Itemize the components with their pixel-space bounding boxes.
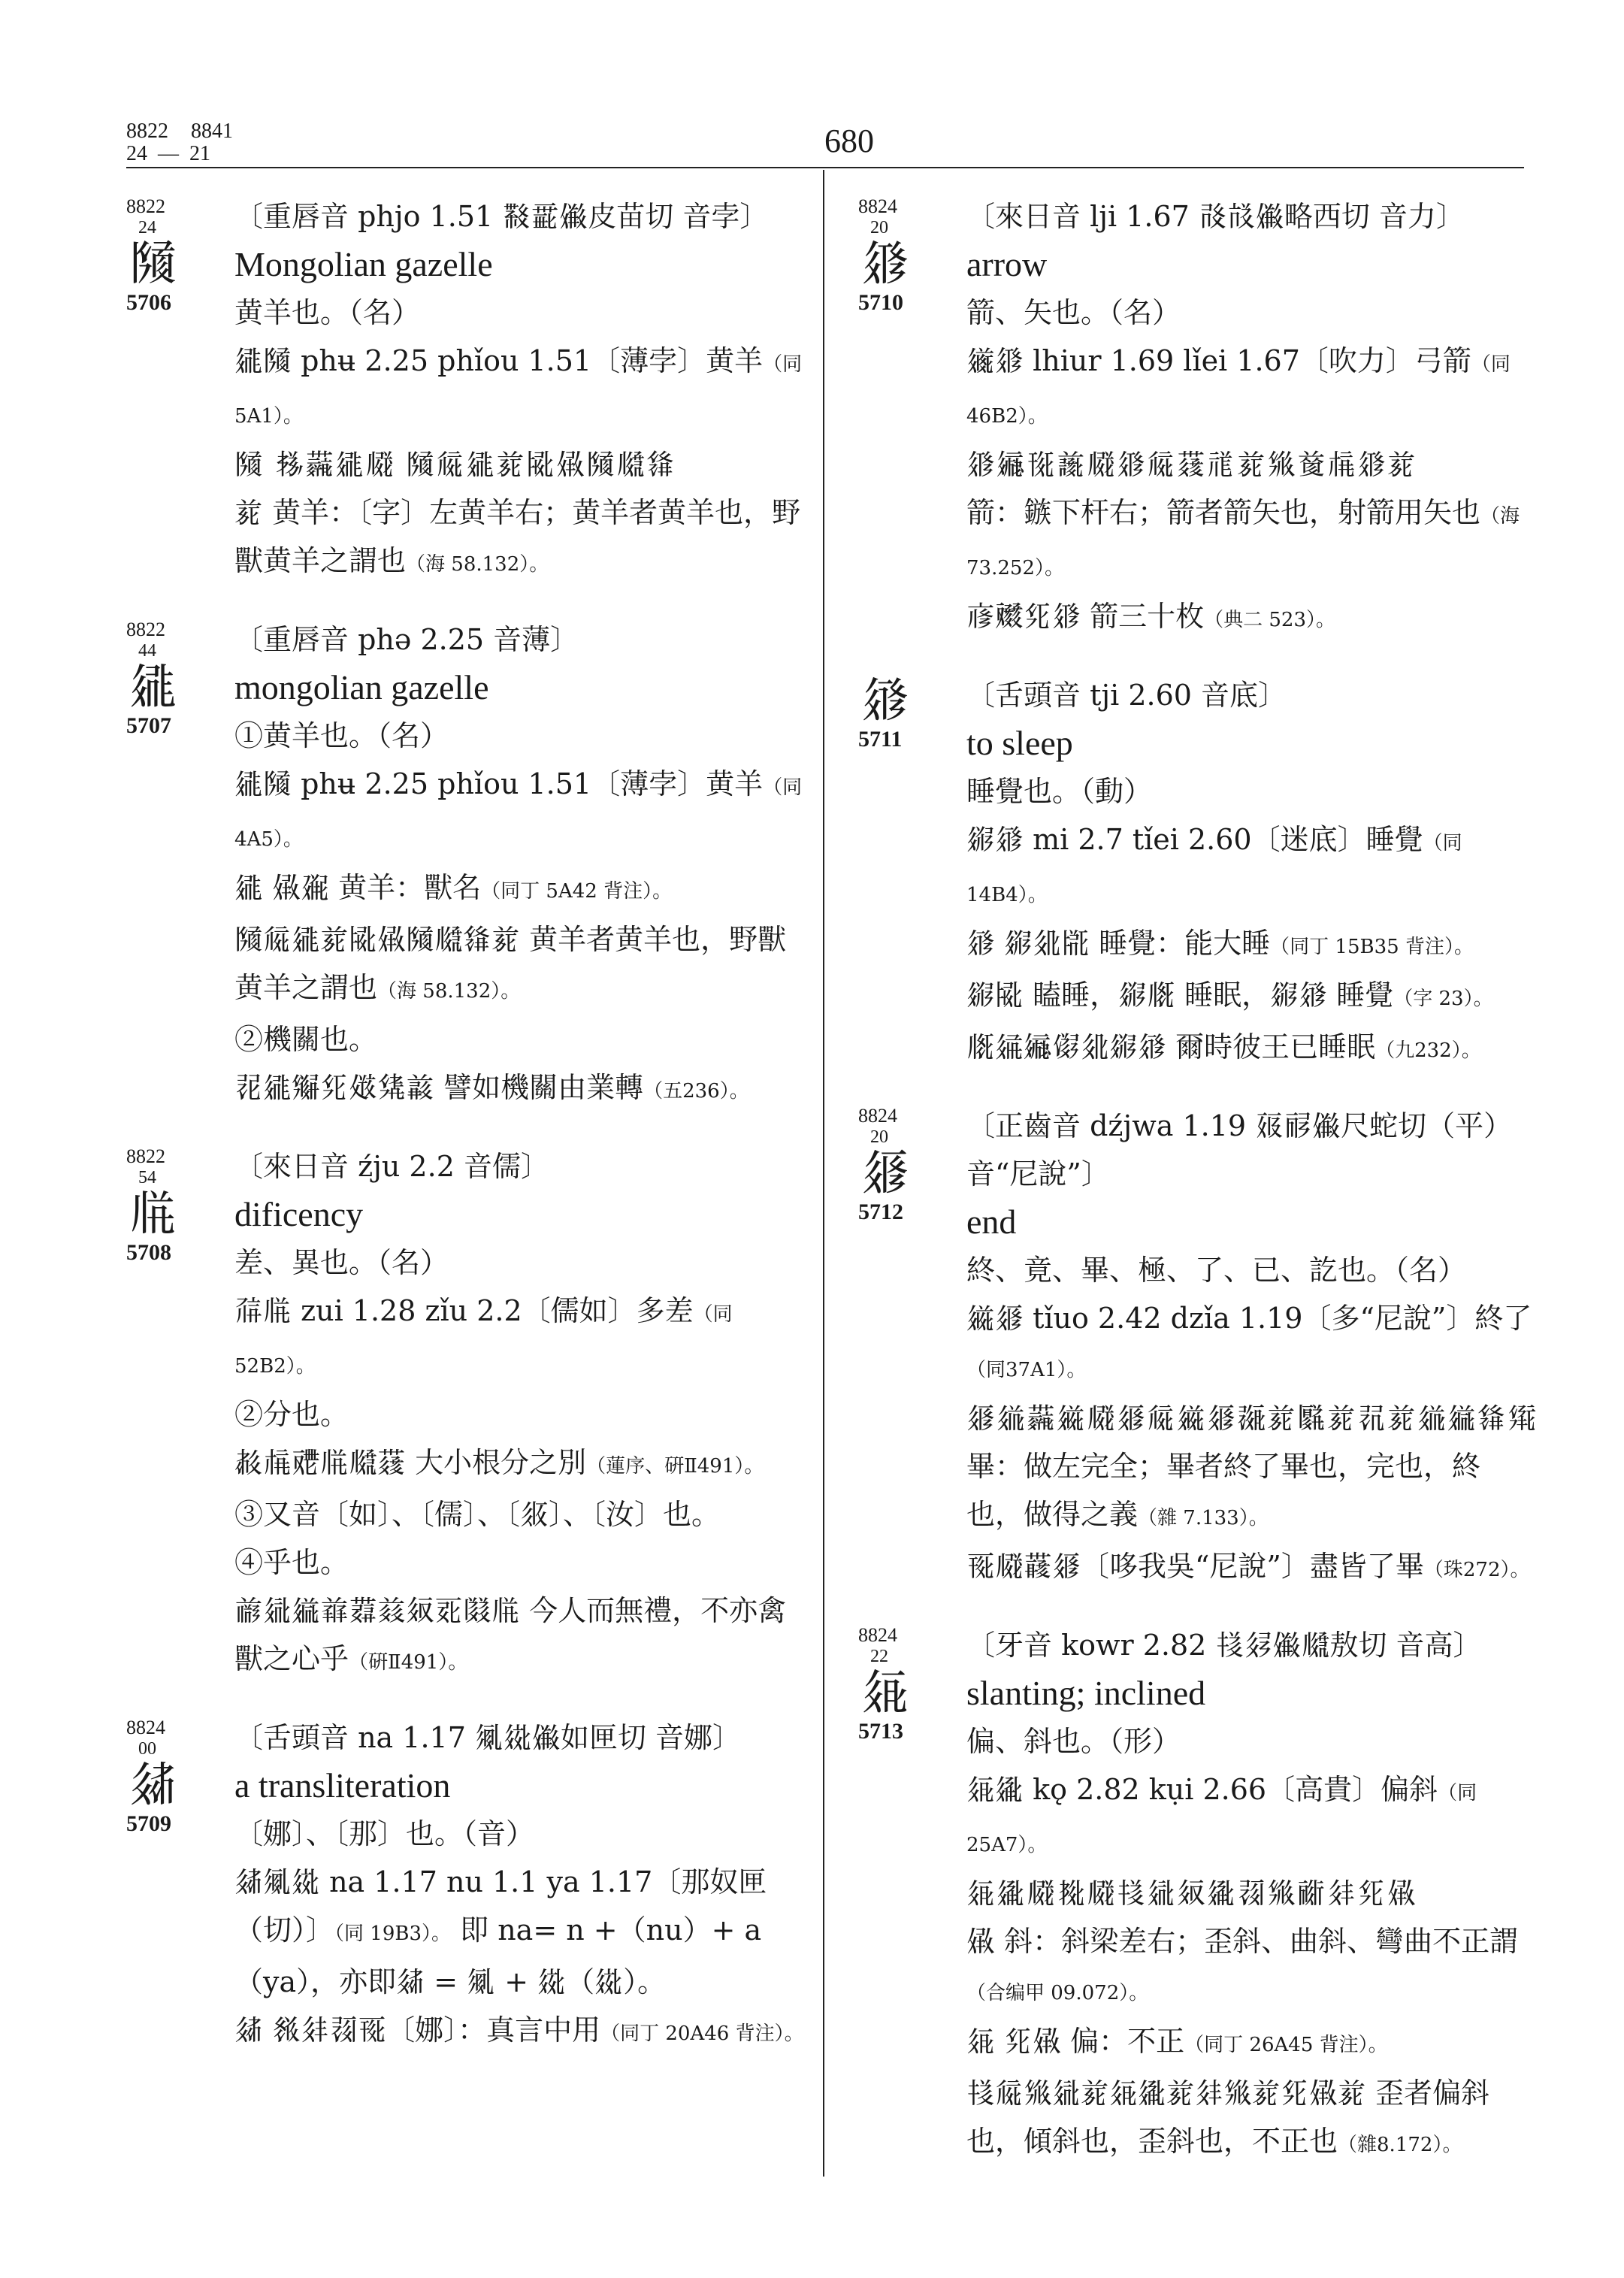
example-source: （同5A1）。 xyxy=(234,353,803,428)
definition: 〔娜〕、〔那〕也。（音） xyxy=(234,1817,535,1850)
headword-glyph: 𗣅 xyxy=(129,1757,177,1813)
entry-5709 xyxy=(126,1714,806,2058)
example-source: （海 58.132）。 xyxy=(377,980,521,1003)
entry-strokes: 20 xyxy=(870,218,888,237)
example xyxy=(234,2006,806,2058)
example xyxy=(234,864,806,915)
example-text: 𗧓𗂧 phʉ 2.25 phǐou 1.51〔薄孛〕黄羊 xyxy=(234,344,764,377)
example-source: （同4A5）。 xyxy=(234,776,803,851)
example-source: （硏Ⅱ491）。 xyxy=(349,1651,468,1674)
pronunciation: 〔來日音 lji 1.67 𗰗𗭊𗏹略西切 音力〕 xyxy=(966,200,1465,233)
example-text: 𗤂 𗥩𗢭𗎭 睡覺：能大睡 xyxy=(966,927,1271,960)
pronunciation: 〔來日音 źju 2.2 音儒〕 xyxy=(234,1150,549,1183)
entry-code: 8822 xyxy=(126,195,165,217)
english-gloss: a transliteration xyxy=(234,1766,451,1805)
example xyxy=(234,1858,806,2006)
example-source: （典二 523）。 xyxy=(1204,609,1335,631)
example xyxy=(966,971,1535,1023)
example-source: （雜8.172）。 xyxy=(1338,2134,1462,2156)
entry-index: 5709 xyxy=(126,1811,171,1836)
pronunciation: 〔重唇音 phə 2.25 音薄〕 xyxy=(234,623,579,656)
headword-glyph: 𗄼 xyxy=(129,1186,177,1242)
example-text: 𗕿𗧓𗌗𗉺𗐉𗊻𗓁 譬如機關由業轉 xyxy=(234,1071,644,1104)
example xyxy=(234,337,806,440)
entry-gutter xyxy=(126,1717,216,1837)
entry-index: 5706 xyxy=(126,290,171,315)
example-source: （九232）。 xyxy=(1375,1039,1481,1062)
headword-glyph: 𗤁 xyxy=(861,236,909,292)
example xyxy=(234,1438,806,1490)
example-text: 𗧓 𗏣𗘂 黄羊：獸名 xyxy=(234,871,482,904)
example xyxy=(966,1442,1535,1542)
entry-gutter xyxy=(126,195,216,316)
headword-glyph: 𗤄 xyxy=(861,1665,909,1720)
entry-code: 8824 xyxy=(858,195,897,217)
english-gloss: to sleep xyxy=(966,724,1073,762)
entry-gutter xyxy=(126,619,216,739)
example-text: 𗀔𗆧𗞞𗤃〔哆我吳“尼說”〕盡皆了畢 xyxy=(966,1550,1424,1583)
example-source: （同 52B2）。 xyxy=(234,1303,733,1378)
example xyxy=(966,815,1535,919)
definition: 箭、矢也。（名） xyxy=(966,296,1181,329)
definition: 終、竟、畢、極、了、已、訖也。（名） xyxy=(966,1254,1467,1287)
example xyxy=(234,915,806,1015)
entry-5706 xyxy=(126,192,806,588)
example-text: 𗤄 𗉺𗏣 偏：不正 xyxy=(966,2025,1185,2058)
example-source: （同37A1）。 xyxy=(966,1359,1087,1381)
entry-strokes: 44 xyxy=(138,641,156,661)
example-source: （蓮序、硏Ⅱ491）。 xyxy=(586,1455,764,1478)
example-source: （同丁 15B35 背注）。 xyxy=(1270,936,1474,958)
example-text: 𗧓𗂧 phʉ 2.25 phǐou 1.51〔薄孛〕黄羊 xyxy=(234,767,764,800)
example-text: 𗣅 𗬩𗢳𗖌𗀔〔娜〕：真言中用 xyxy=(234,2013,601,2047)
definition: 睡覺也。（動） xyxy=(966,775,1153,808)
entry-gutter xyxy=(126,1145,216,1266)
example-source: （海73.252）。 xyxy=(966,505,1520,579)
entry-code: 8824 xyxy=(126,1717,165,1738)
pronunciation: 〔正齒音 dźjwa 1.19 𗡞𗟲𗏹尺蛇切（平）音“尼說”〕 xyxy=(966,1109,1513,1190)
left-column xyxy=(126,192,806,2085)
entry-5708 xyxy=(126,1142,806,1687)
pronunciation: 〔舌頭音 na 1.17 𗏇𗥞𗏹如匣切 音娜〕 xyxy=(234,1721,742,1754)
example-source: （珠272）。 xyxy=(1423,1559,1530,1581)
entry-code: 8824 xyxy=(858,1105,897,1127)
example xyxy=(234,1587,806,1687)
example-text: 𗅋𗤭𗩾𗃮𗢭𗥩𗤂 爾時彼王已睡眠 xyxy=(966,1030,1376,1063)
tangut-citation: 𗤁𗩾𗍁𗔫𗆧𗤁𗏁𗝡𗙏𗐱𗊱𗒹𗍫𗤁𗐱 xyxy=(966,448,1418,481)
entry-index: 5713 xyxy=(858,1719,903,1744)
example-text: 箭：鏃下杆右；箭者箭矢也，射箭用矢也 xyxy=(966,496,1481,529)
pronunciation: 〔重唇音 phjo 1.51 𘜶𗴷𗏹皮苗切 音孛〕 xyxy=(234,200,769,233)
english-gloss: dificency xyxy=(234,1195,364,1233)
strokes-start: 24 xyxy=(126,142,147,165)
example xyxy=(234,1063,806,1115)
example-text: 𗇋𗡝𗉺𗤁 箭三十枚 xyxy=(966,600,1205,633)
headword-glyph: 𗤂 xyxy=(861,673,909,728)
entry-index: 5710 xyxy=(858,290,903,315)
example xyxy=(234,489,806,588)
example xyxy=(966,1023,1535,1075)
entry-5711 xyxy=(858,671,1535,1075)
entry-gutter xyxy=(858,1105,948,1225)
pronunciation: 〔舌頭音 tji 2.60 音底〕 xyxy=(966,679,1287,712)
example xyxy=(966,592,1535,644)
header-rule xyxy=(126,167,1524,168)
entry-strokes: 54 xyxy=(138,1168,156,1187)
page-number: 680 xyxy=(824,123,874,159)
definition: 黄羊也。（名） xyxy=(234,296,421,329)
entry-index: 5711 xyxy=(858,727,903,752)
entry-gutter xyxy=(858,195,948,316)
entry-strokes: 20 xyxy=(870,1127,888,1147)
entry-index: 5707 xyxy=(126,713,171,738)
entry-gutter xyxy=(858,1624,948,1744)
entry-5712 xyxy=(858,1102,1538,1594)
example-source: （同 25A7）。 xyxy=(966,1782,1477,1856)
example-text: 𗫂𗤁 lhiur 1.69 lǐei 1.67〔吹力〕弓箭 xyxy=(966,344,1471,377)
example-text: 𗥩𗎫 瞌睡，𗥩𗅋 睡眠，𗥩𗤂 睡覺 xyxy=(966,979,1394,1012)
range-start: 8822 xyxy=(126,119,168,143)
example xyxy=(966,337,1535,440)
example-text: 𗐱 黄羊：〔字〕左黄羊右；黄羊者黄羊也，野獸黄羊之謂也 xyxy=(234,496,801,577)
example-text: 𗣅𗏇𗥞 na 1.17 nu 1.1 ya 1.17〔那奴匣（切）〕 xyxy=(234,1865,767,1947)
example-text: 𗍣𗏁𗊱𗣼𗐱𗤄𗥻𗐱𗢳𗊱𗐱𗉺𗏣𗐱 歪者偏斜也，傾斜也，歪斜也，不正也 xyxy=(966,2077,1490,2158)
entry-5713 xyxy=(858,1621,1535,2169)
entry-index: 5708 xyxy=(126,1240,171,1265)
definition: 偏、斜也。（形） xyxy=(966,1725,1181,1758)
example-text: 𗳒𗍫𗠷𗄼𗆮𗝡 大小根分之別 xyxy=(234,1446,587,1479)
example-source: （五236）。 xyxy=(643,1080,749,1103)
example-text: 𗏣 斜：斜梁差右；歪斜、曲斜、彎曲不正謂 xyxy=(966,1925,1519,1958)
example-source: （同 14B4）。 xyxy=(966,832,1462,906)
entry-gutter xyxy=(858,674,948,752)
example xyxy=(966,1917,1535,2017)
column-divider xyxy=(823,170,824,2177)
definition: ①黄羊也。（名） xyxy=(234,719,449,752)
example-source: （合编甲 09.072）。 xyxy=(966,1982,1149,2004)
definition: ③又音〔如〕、〔儒〕、〔𗼇〕、〔汝〕也。 xyxy=(234,1498,721,1531)
definition: 差、異也。（名） xyxy=(234,1246,449,1279)
example xyxy=(966,2069,1535,2169)
english-gloss: mongolian gazelle xyxy=(234,668,489,706)
entry-strokes: 24 xyxy=(138,218,156,237)
example xyxy=(966,1542,1535,1594)
example-text: 畢：做左完全；畢者終了畢也，完也，終也，做得之義 xyxy=(966,1450,1481,1531)
pronunciation: 〔牙音 kowr 2.82 𗍣𗢮𗏹𗆮敖切 音高〕 xyxy=(966,1629,1482,1662)
definition: ②機關也。 xyxy=(234,1023,378,1056)
example-source: （海 58.132）。 xyxy=(406,553,549,576)
example-text: 𗑗𗣼𗨉𗒐𗝵𗑠𗢸𗀉𗂸𗄼 今人而無禮，不亦禽獸之心乎 xyxy=(234,1594,787,1675)
entry-strokes: 22 xyxy=(870,1647,888,1666)
example xyxy=(966,919,1535,971)
example-source: （雜 7.133）。 xyxy=(1138,1507,1269,1529)
example xyxy=(234,1287,806,1390)
headword-glyph: 𗧓 xyxy=(129,659,177,715)
example-source: （同丁 26A45 背注）。 xyxy=(1184,2034,1388,2056)
example-source: （同46B2）。 xyxy=(966,353,1511,428)
entry-5710 xyxy=(858,192,1535,644)
tangut-citation: 𗤄𗥻𗆧𗗧𗆧𗍣𗣼𗢸𗥻𗖌𗊱𗠁𗢳𗉺𗏣 xyxy=(966,1877,1418,1910)
example-source: （同丁 5A42 背注）。 xyxy=(481,880,673,903)
english-gloss: end xyxy=(966,1203,1017,1241)
definition: ④乎也。 xyxy=(234,1546,349,1579)
strokes-end: 21 xyxy=(189,142,210,165)
example-text: 𗨊𗤃 tǐuo 2.42 dzǐa 1.19〔多“尼說”〕終了 xyxy=(966,1302,1532,1335)
example-text: 𗥩𗤂 mi 2.7 tǐei 2.60〔迷底〕睡覺 xyxy=(966,823,1423,856)
tangut-citation: 𗤃𗥤𗟔𗨊𗆧𗤃𗏁𗨊𗤃𗖶𗐱𗃅𗐱𗕾𗐱𗥤𗨉𗌭𗋕 xyxy=(966,1402,1538,1435)
headword-glyph: 𗂧 xyxy=(129,236,177,292)
example-text: 𗗚𗄼 zui 1.28 zǐu 2.2〔儒如〕多差 xyxy=(234,1294,694,1327)
example-source: （字 23）。 xyxy=(1393,988,1493,1010)
example-text: 即 na= n +（nu）+ a（ya），亦即𗣅 = 𗏇 + 𗥞（𗥞）。 xyxy=(234,1913,762,1998)
english-gloss: slanting; inclined xyxy=(966,1674,1206,1712)
example-source: （同 19B3）。 xyxy=(334,1923,452,1945)
english-gloss: Mongolian gazelle xyxy=(234,245,493,283)
entry-index: 5712 xyxy=(858,1200,903,1224)
running-head xyxy=(126,120,233,165)
example-source: （同丁 20A46 背注）。 xyxy=(600,2022,804,2045)
tangut-citation: 𗂧 𗈪𗟔𗧓𗆧 𗂧𗏁𗧓𗐱𗎫𗏣𗂧𗆮𗌭 xyxy=(234,448,677,481)
example xyxy=(966,2017,1535,2069)
entry-code: 8822 xyxy=(126,1145,165,1167)
example xyxy=(966,489,1535,592)
english-gloss: arrow xyxy=(966,245,1048,283)
entry-5707 xyxy=(126,616,806,1115)
range-dash: — xyxy=(158,142,179,165)
headword-glyph: 𗤃 xyxy=(861,1145,909,1201)
definition: ②分也。 xyxy=(234,1398,349,1431)
example xyxy=(966,1294,1535,1394)
range-end: 8841 xyxy=(191,119,233,143)
entry-code: 8824 xyxy=(858,1624,897,1646)
entry-strokes: 00 xyxy=(138,1739,156,1759)
right-column xyxy=(858,192,1538,2196)
example xyxy=(966,1765,1535,1869)
example xyxy=(234,760,806,864)
entry-code: 8822 xyxy=(126,619,165,640)
example-text: 𗤄𗥻 kǫ 2.82 kụi 2.66〔高貴〕偏斜 xyxy=(966,1773,1438,1806)
example-text: 𗂧𗏁𗧓𗐱𗎫𗏣𗂧𗆮𗌭𗐱 黄羊者黄羊也，野獸黄羊之謂也 xyxy=(234,923,787,1004)
